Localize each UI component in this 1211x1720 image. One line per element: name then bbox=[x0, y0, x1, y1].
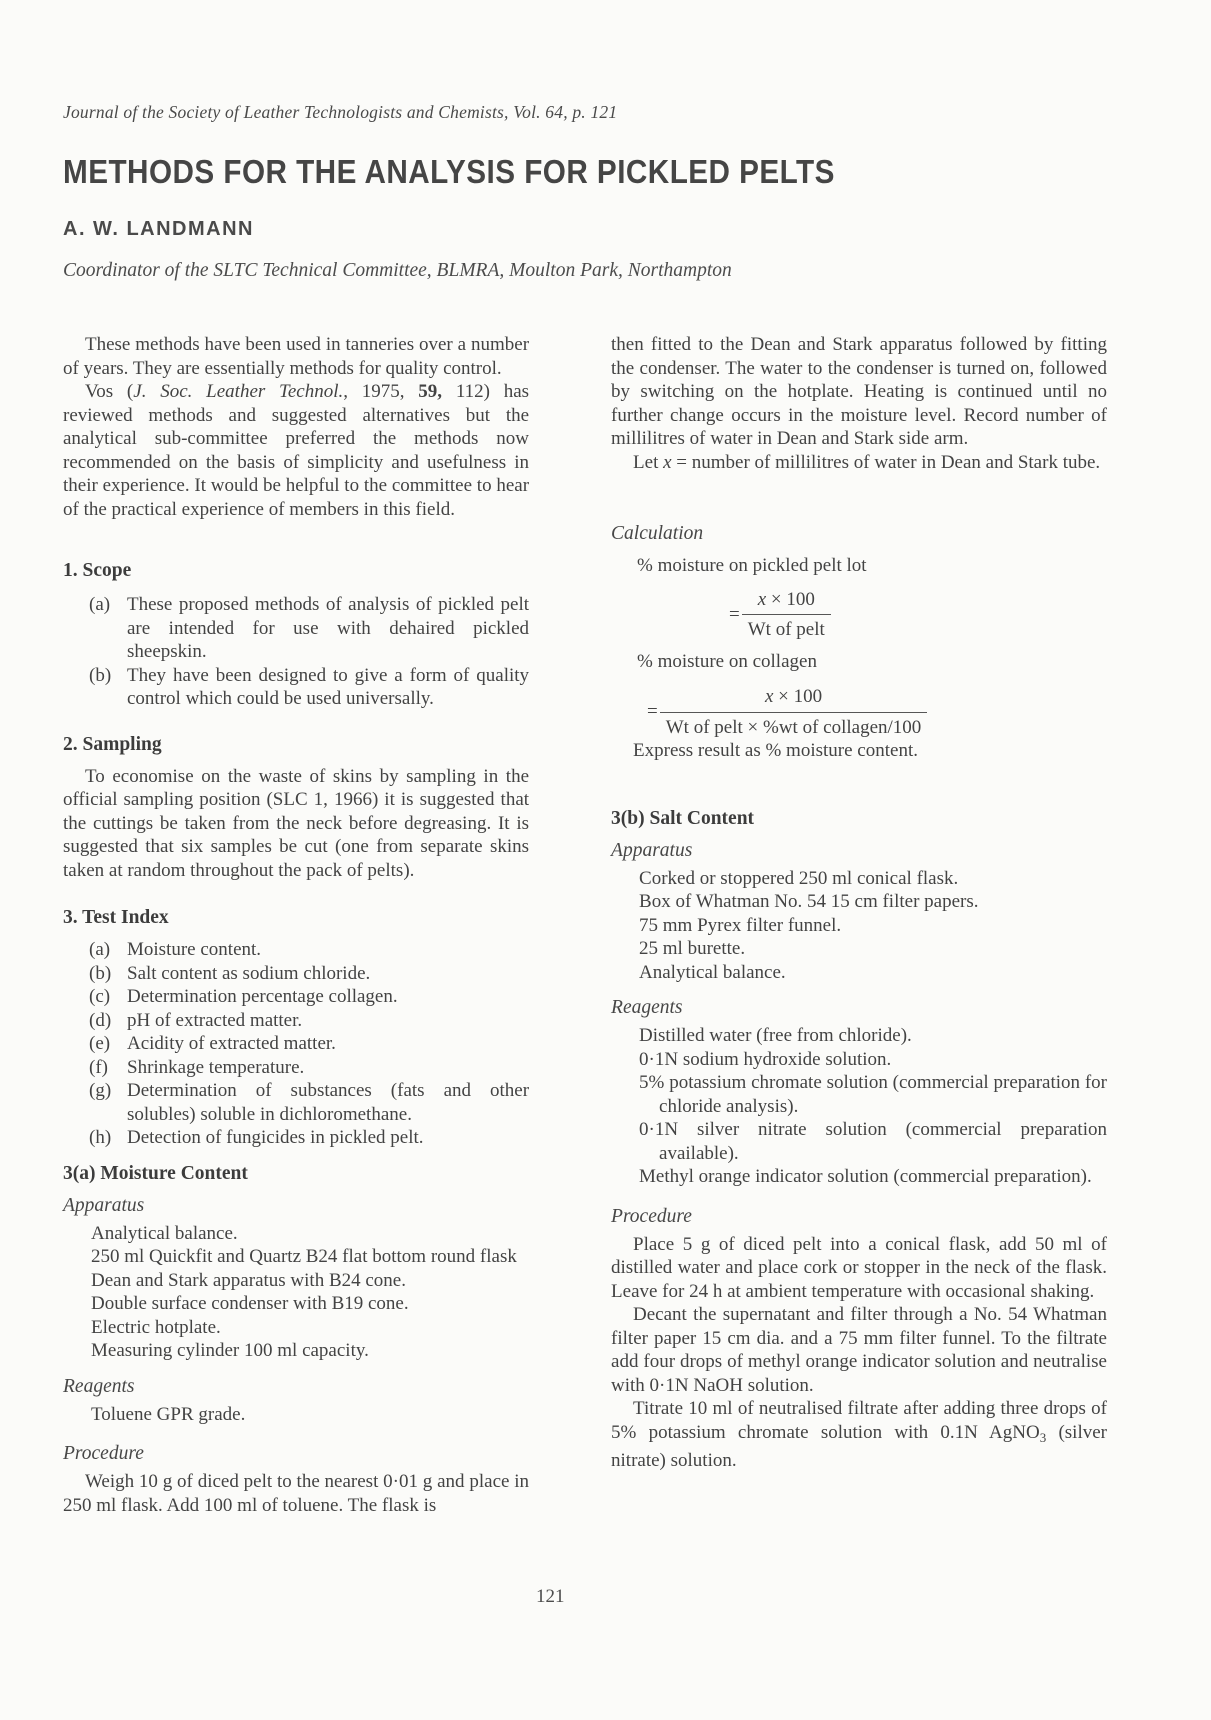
text-run: (silver nitrate) solution. bbox=[611, 1421, 1107, 1471]
journal-citation: Journal of the Society of Leather Technologists and Chemists, Vol. 64, p. 121 bbox=[63, 102, 618, 122]
paragraph-intro: These methods have been used in tanneries over a number of years. They are essentially methods for quality control. bbox=[63, 334, 530, 379]
list-item-apparatus: Analytical balance. bbox=[91, 1222, 238, 1244]
calculation-label-pelt-lot: % moisture on pickled pelt lot bbox=[637, 555, 867, 576]
author-affiliation: Coordinator of the SLTC Technical Committee, BLMRA, Moulton Park, Northampton bbox=[63, 260, 732, 281]
equals-sign: = bbox=[729, 603, 740, 625]
text-run: × 100 bbox=[766, 588, 815, 610]
list-item-reagent: 0·1N sodium hydroxide solution. bbox=[639, 1048, 892, 1070]
paragraph-express-result: Express result as % moisture content. bbox=[633, 740, 918, 761]
equals-sign: = bbox=[647, 701, 658, 723]
subscript: 3 bbox=[1039, 1429, 1047, 1445]
list-item-apparatus: Measuring cylinder 100 ml capacity. bbox=[91, 1340, 369, 1361]
list-item-apparatus: Double surface condenser with B19 cone. bbox=[91, 1293, 409, 1314]
fraction bbox=[742, 588, 831, 642]
formula-moisture-on-collagen bbox=[647, 685, 1107, 739]
item-label: (b) bbox=[89, 962, 112, 984]
paragraph-salt-procedure-2: Decant the supernatant and filter through a No. 54 Whatman filter paper 15 cm dia. and a 75 mm filter funnel. To the filtrate add four drops of methyl orange indicator solution and neutralise with 0·1N NaOH solution. bbox=[611, 1304, 1107, 1396]
list-item-reagent: 0·1N silver nitrate solution (commercial preparation available). bbox=[639, 1119, 1107, 1164]
paragraph-let-x bbox=[611, 451, 1107, 475]
subsection-heading-procedure: Procedure bbox=[63, 1443, 144, 1464]
list-item-test-e bbox=[63, 1032, 529, 1056]
numerator bbox=[660, 685, 928, 713]
section-heading-scope: 1. Scope bbox=[63, 560, 132, 581]
list-item-apparatus: 75 mm Pyrex filter funnel. bbox=[639, 914, 842, 936]
two-column-body bbox=[63, 333, 1107, 1517]
list-item-apparatus: 25 ml burette. bbox=[639, 938, 746, 959]
text-run: Titrate 10 ml of neutralised filtrate after adding three drops of 5% potassium chromate solution with 0.1N bbox=[611, 1398, 1107, 1443]
item-text: Determination of substances (fats and other solubles) soluble in dichloromethane. bbox=[127, 1080, 530, 1125]
right-column bbox=[611, 333, 1107, 1517]
paragraph-procedure-continuation: then fitted to the Dean and Stark apparatus followed by fitting the condenser. The water to the condenser is turned on, followed by switching on the hotplate. Heating is continued until no further change occurs in the moisture level. Record number of millilitres of water in Dean and Stark side arm. bbox=[611, 334, 1107, 449]
item-label: (h) bbox=[89, 1127, 112, 1148]
list-item-scope-a bbox=[63, 593, 529, 664]
list-item-test-g bbox=[63, 1079, 529, 1126]
list-item-apparatus: Corked or stoppered 250 ml conical flask. bbox=[639, 867, 959, 889]
item-text: They have been designed to give a form of quality control which could be used universally. bbox=[127, 664, 530, 709]
text-run: Vos ( bbox=[85, 381, 134, 402]
item-text: Shrinkage temperature. bbox=[127, 1056, 305, 1078]
item-text: Detection of fungicides in pickled pelt. bbox=[127, 1127, 424, 1148]
numerator bbox=[742, 588, 831, 616]
paragraph-salt-procedure-1: Place 5 g of diced pelt into a conical flask, add 50 ml of distilled water and place cork or stopper in the neck of the flask. Leave for 24 h at ambient temperature with occasional shaking. bbox=[611, 1233, 1107, 1302]
section-heading-salt-content: 3(b) Salt Content bbox=[611, 807, 755, 829]
calculation-label-collagen: % moisture on collagen bbox=[637, 650, 817, 672]
list-item-test-d bbox=[63, 1009, 529, 1033]
denominator: Wt of pelt bbox=[747, 619, 825, 640]
item-label: (e) bbox=[89, 1033, 111, 1054]
subsection-heading-procedure: Procedure bbox=[611, 1205, 692, 1227]
text-run: × 100 bbox=[773, 686, 823, 707]
paragraph-moisture-procedure: Weigh 10 g of diced pelt to the nearest 0·01 g and place in 250 ml flask. Add 100 ml of toluene. The flask is bbox=[63, 1471, 530, 1516]
item-label: (b) bbox=[89, 664, 112, 686]
item-text: Determination percentage collagen. bbox=[127, 986, 398, 1007]
item-text: Acidity of extracted matter. bbox=[127, 1033, 336, 1054]
list-item-test-b bbox=[63, 962, 529, 986]
left-column bbox=[63, 333, 529, 1517]
text-run: Let bbox=[633, 451, 664, 473]
paragraph-vos-reference bbox=[63, 380, 529, 521]
list-item-test-a bbox=[63, 938, 529, 962]
text-run-italic-variable: x bbox=[764, 686, 774, 707]
list-item-reagent: Distilled water (free from chloride). bbox=[639, 1025, 912, 1046]
text-run: , 1975, bbox=[343, 381, 419, 402]
fraction bbox=[660, 685, 928, 739]
section-heading-test-index: 3. Test Index bbox=[63, 907, 169, 928]
list-item-test-c bbox=[63, 985, 529, 1009]
subsection-heading-reagents: Reagents bbox=[63, 1375, 135, 1397]
text-run: = number of millilitres of water in Dean and Stark tube. bbox=[671, 451, 1101, 473]
denominator: Wt of pelt × %wt of collagen/100 bbox=[665, 716, 922, 738]
subsection-heading-apparatus: Apparatus bbox=[63, 1194, 145, 1216]
item-label: (c) bbox=[89, 986, 111, 1007]
text-run-italic-variable: x bbox=[757, 588, 767, 610]
item-text: pH of extracted matter. bbox=[127, 1009, 303, 1031]
text-run-bold-volume: 59, bbox=[418, 381, 443, 402]
list-item-apparatus: Analytical balance. bbox=[639, 961, 786, 983]
paragraph-salt-procedure-3 bbox=[611, 1397, 1107, 1473]
item-label: (a) bbox=[89, 939, 111, 960]
text-run-italic-variable: x bbox=[663, 451, 672, 473]
section-heading-sampling: 2. Sampling bbox=[63, 733, 162, 755]
item-text: Salt content as sodium chloride. bbox=[127, 962, 371, 984]
item-text: These proposed methods of analysis of pickled pelt are intended for use with dehaired pickled sheepskin. bbox=[127, 594, 530, 662]
list-item-apparatus: Box of Whatman No. 54 15 cm filter papers. bbox=[639, 891, 979, 912]
list-item-apparatus: 250 ml Quickfit and Quartz B24 flat bottom round flask bbox=[91, 1246, 517, 1267]
list-item-apparatus: Dean and Stark apparatus with B24 cone. bbox=[91, 1269, 406, 1291]
page-number: 121 bbox=[536, 1586, 565, 1607]
item-label: (d) bbox=[89, 1009, 112, 1031]
item-label: (f) bbox=[89, 1056, 108, 1078]
list-item-apparatus: Electric hotplate. bbox=[91, 1316, 221, 1338]
list-item-test-h bbox=[63, 1126, 529, 1150]
list-item-reagent: Methyl orange indicator solution (commercial preparation). bbox=[639, 1166, 1092, 1187]
text-run-chemical: AgNO bbox=[989, 1421, 1040, 1443]
item-label: (a) bbox=[89, 594, 111, 615]
subsection-heading-reagents: Reagents bbox=[611, 997, 683, 1018]
subsection-heading-apparatus: Apparatus bbox=[611, 839, 693, 861]
item-text: Moisture content. bbox=[127, 939, 262, 960]
list-item-reagent: 5% potassium chromate solution (commercial preparation for chloride analysis). bbox=[639, 1072, 1107, 1117]
list-item-scope-b bbox=[63, 664, 529, 711]
author-name: A. W. LANDMANN bbox=[63, 218, 254, 240]
list-item-test-f bbox=[63, 1056, 529, 1080]
article-title: METHODS FOR THE ANALYSIS FOR PICKLED PELTS bbox=[63, 153, 835, 190]
section-heading-moisture-content: 3(a) Moisture Content bbox=[63, 1162, 248, 1184]
item-label: (g) bbox=[89, 1080, 112, 1101]
formula-moisture-on-pelt bbox=[729, 588, 1107, 642]
subsection-heading-calculation: Calculation bbox=[611, 523, 704, 544]
text-run: 112) has reviewed methods and suggested alternatives but the analytical sub-committee preferred the methods now recommended on the basis of simplicity and usefulness in their experience. It would be helpful to the committee to hear of the practical experience of members in this field. bbox=[63, 381, 530, 520]
paragraph-sampling: To economise on the waste of skins by sampling in the official sampling position (SLC 1, 1966) it is suggested that the cuttings be taken from the neck before degreasing. It is suggested that six samples be cut (one from separate skins taken at random throughout the pack of pelts). bbox=[63, 765, 530, 881]
list-item-reagent: Toluene GPR grade. bbox=[91, 1403, 246, 1425]
text-run-italic-citation: J. Soc. Leather Technol. bbox=[133, 381, 344, 402]
